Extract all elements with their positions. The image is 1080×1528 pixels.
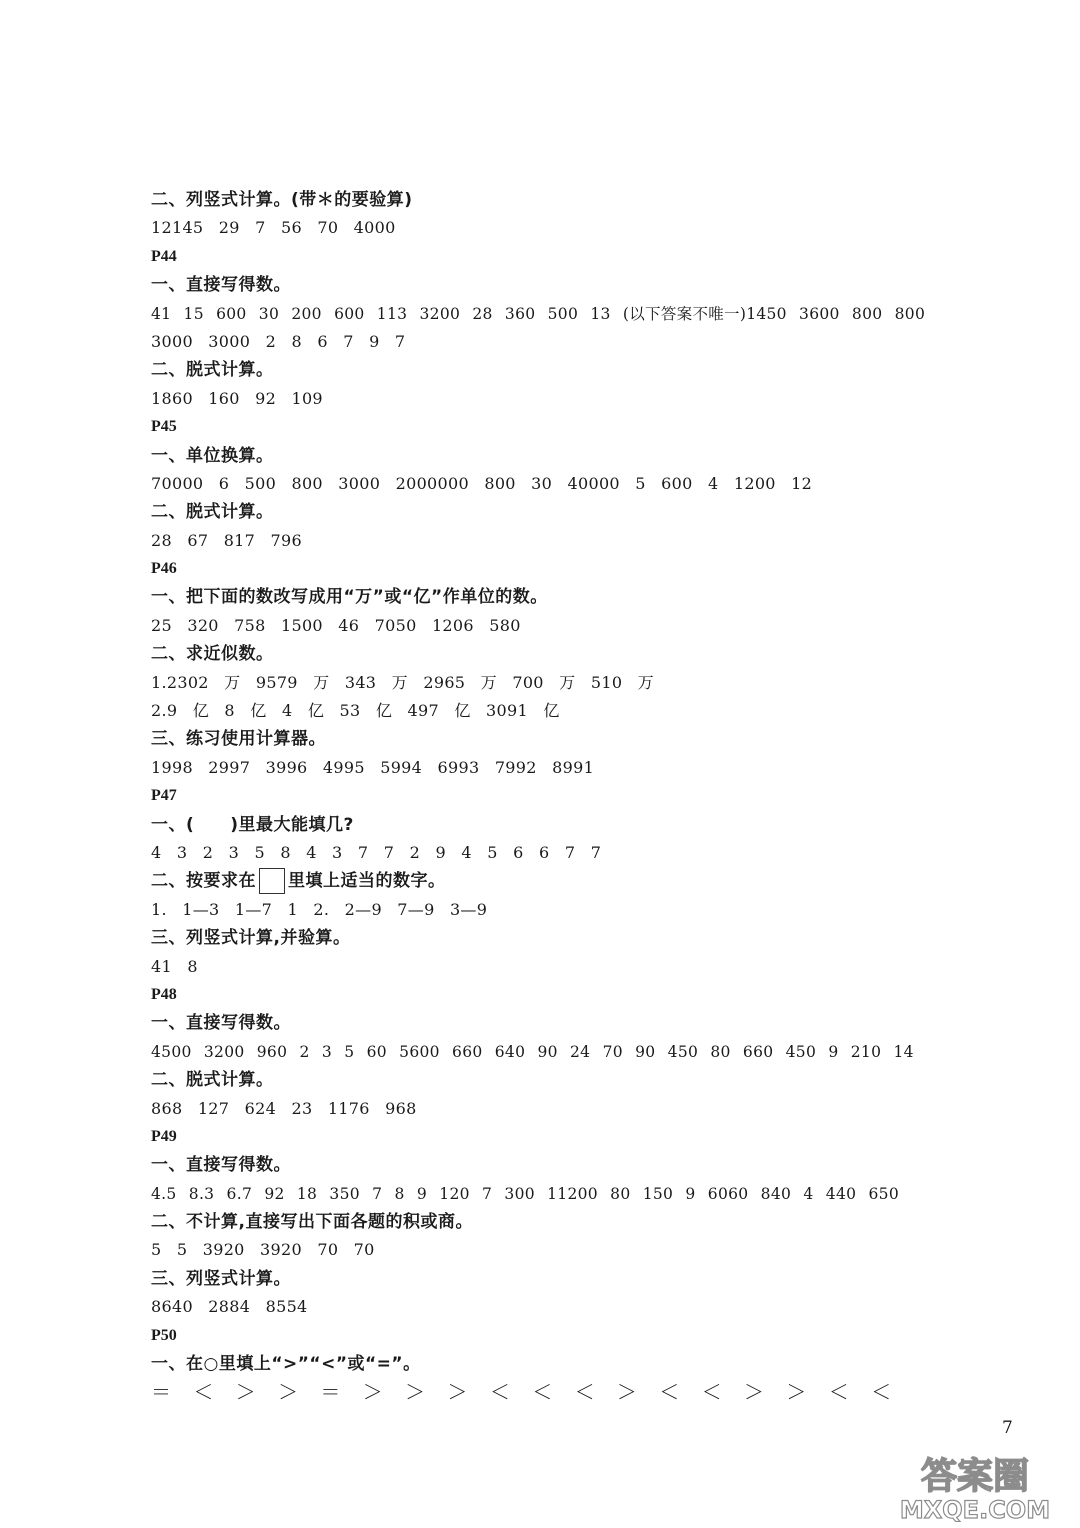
answer-line: 8640 2884 8554 [151, 1297, 308, 1317]
answer-line: 1998 2997 3996 4995 5994 6993 7992 8991 [151, 757, 595, 777]
section-heading: 一、把下面的数改写成用“万”或“亿”作单位的数。 [151, 587, 548, 608]
answer-line: 41 15 600 30 200 600 113 3200 28 360 500 13 (以下答案不唯一)1450 3600 800 800 [151, 304, 926, 323]
answer-line: 28 67 817 796 [151, 530, 302, 550]
heading-part: )里最大能填几? [230, 814, 354, 835]
heading-part: 里填上适当的数字。 [288, 871, 446, 892]
page-number: 7 [1002, 1418, 1013, 1438]
comparison-symbols: ＝ ＜ ＞ ＞ ＝ ＞ ＞ ＞ ＜ ＜ ＜ ＞ ＜ ＜ ＞ ＞ ＜ ＜ [151, 1380, 892, 1405]
answer-line: 41 8 [151, 956, 198, 976]
section-heading: 一、直接写得数。 [151, 1013, 291, 1034]
blank-box [259, 868, 285, 894]
section-heading: 三、练习使用计算器。 [151, 729, 326, 750]
answer-line: 1. 1—3 1—7 1 2. 2—9 7—9 3—9 [151, 899, 488, 919]
page-label: P47 [151, 787, 177, 805]
section-heading: 三、列竖式计算,并验算。 [151, 928, 351, 949]
answer-line: 3000 3000 2 8 6 7 9 7 [151, 331, 406, 351]
section-heading: 二、列竖式计算。(带＊的要验算) [151, 190, 413, 210]
section-heading: 二、求近似数。 [151, 644, 274, 665]
answer-line: 70000 6 500 800 3000 2000000 800 30 40000 5 600 4 1200 12 [151, 473, 813, 493]
section-heading [151, 811, 1041, 839]
answer-line: 1.2302 万 9579 万 343 万 2965 万 700 万 510 万 [151, 672, 654, 692]
answer-content [151, 186, 1041, 1407]
page-label: P49 [151, 1127, 177, 1145]
answer-line: 4500 3200 960 2 3 5 60 5600 660 640 90 24 70 90 450 80 660 450 9 210 14 [151, 1042, 914, 1061]
answer-line: 12145 29 7 56 70 4000 [151, 218, 396, 238]
answer-line: 5 5 3920 3920 70 70 [151, 1240, 375, 1260]
section-heading: 二、脱式计算。 [151, 1070, 274, 1091]
section-heading: 二、脱式计算。 [151, 360, 274, 381]
answer-line: 1860 160 92 109 [151, 388, 323, 408]
heading-part: 一、( [151, 814, 195, 835]
section-heading: 三、列竖式计算。 [151, 1268, 291, 1289]
answer-line: 868 127 624 23 1176 968 [151, 1098, 417, 1118]
answer-line: 4 3 2 3 5 8 4 3 7 7 2 9 4 5 6 6 7 7 [151, 842, 602, 862]
section-heading: 二、不计算,直接写出下面各题的积或商。 [151, 1212, 473, 1233]
page-label: P50 [151, 1326, 177, 1344]
section-heading: 二、脱式计算。 [151, 502, 274, 523]
heading-part: 二、按要求在 [151, 871, 256, 892]
watermark-top: 答案圈 [920, 1456, 1030, 1497]
section-heading: 一、在○里填上“>”“<”或“=”。 [151, 1354, 421, 1375]
page-label: P45 [151, 418, 177, 436]
page-label: P44 [151, 247, 177, 265]
section-heading [151, 867, 1041, 895]
section-heading: 一、直接写得数。 [151, 275, 291, 296]
page-label: P48 [151, 985, 177, 1003]
page-label: P46 [151, 560, 177, 578]
watermark-bottom: MXQE.COM [899, 1496, 1051, 1522]
answer-line: 2.9 亿 8 亿 4 亿 53 亿 497 亿 3091 亿 [151, 701, 560, 721]
answer-line: 4.5 8.3 6.7 92 18 350 7 8 9 120 7 300 11200 80 150 9 6060 840 4 440 650 [151, 1184, 899, 1203]
section-heading: 一、直接写得数。 [151, 1155, 291, 1176]
section-heading: 一、单位换算。 [151, 445, 274, 466]
answer-line: 25 320 758 1500 46 7050 1206 580 [151, 615, 521, 635]
watermark-logo [880, 1450, 1070, 1522]
